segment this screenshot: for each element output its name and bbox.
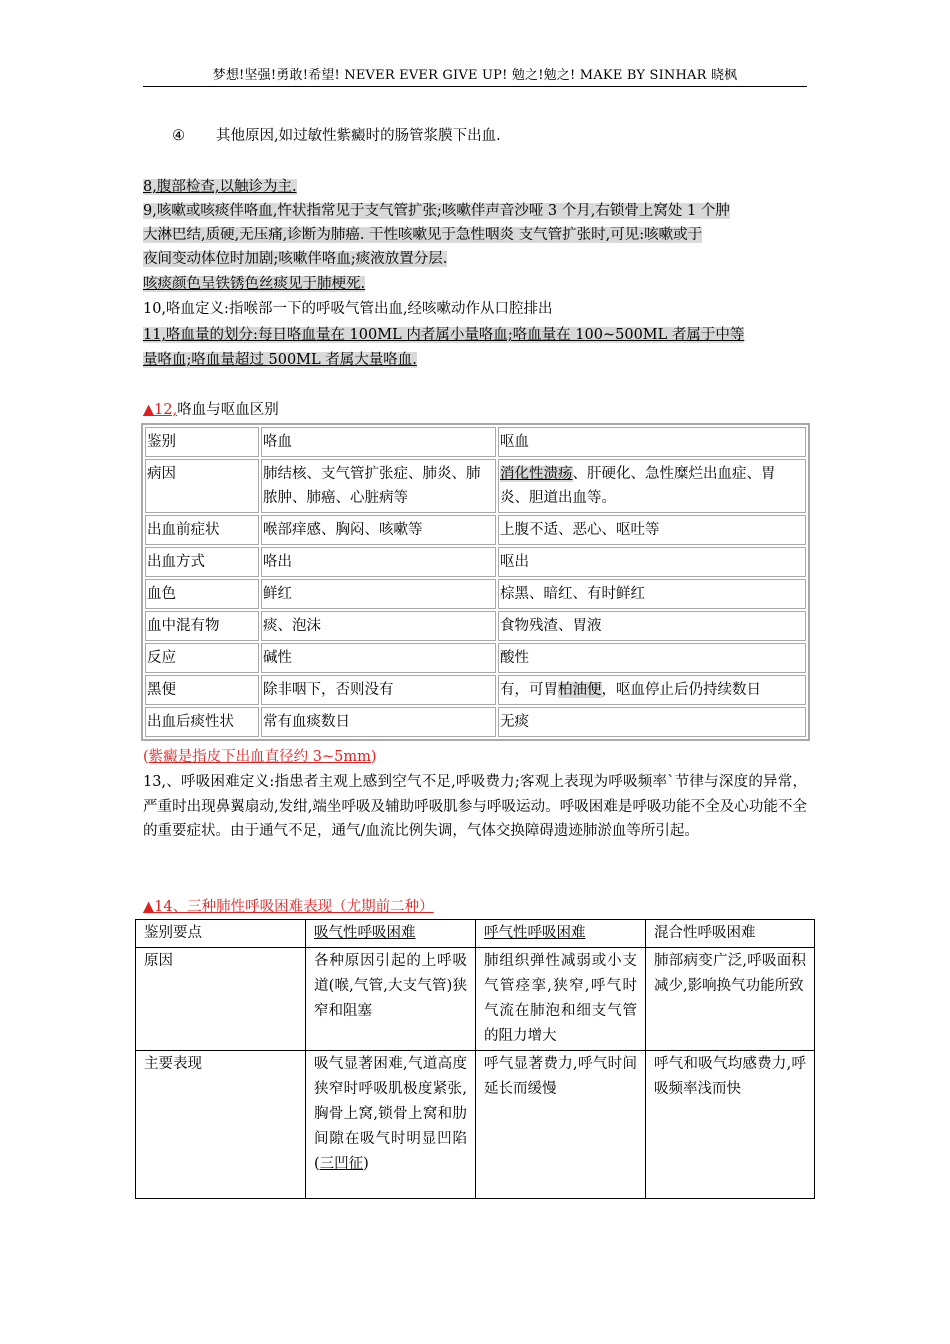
table-cell (476, 920, 646, 948)
section-14-title (143, 895, 807, 919)
triangle-marker: ▲12, (143, 402, 178, 418)
table-cell: 无痰 (498, 707, 806, 737)
highlighted-term: 柏油便 (558, 682, 602, 698)
table-cell: 病因 (145, 459, 259, 513)
dyspnea-types-table (135, 919, 815, 1199)
para-8 (143, 175, 807, 199)
table-cell (306, 1051, 476, 1199)
table-cell: 咯出 (261, 547, 496, 577)
table-cell: 酸性 (498, 643, 806, 673)
table-cell: 出血前症状 (145, 515, 259, 545)
para-11-line-1 (143, 323, 807, 347)
table-row (145, 643, 806, 673)
hemoptysis-vs-hematemesis-table (141, 423, 810, 741)
table-cell: 碱性 (261, 643, 496, 673)
table-row (145, 675, 806, 705)
para-9-text: 咳痰颜色呈铁锈色丝痰见于肺梗死. (143, 276, 366, 292)
table-header-row (145, 427, 806, 457)
para-9-text: 9,咳嗽或咳痰伴咯血,忤状指常见于支气管扩张;咳嗽伴声音沙哑 3 个月,右锁骨上窝处 1 个肿 (143, 203, 730, 219)
para-11-text: 量咯血;咯血量超过 500ML 者属大量咯血. (143, 352, 417, 368)
table-cell: 呕血 (498, 427, 806, 457)
note-paren: ( (143, 749, 149, 765)
table-cell (498, 459, 806, 513)
table-row (145, 515, 806, 545)
header-text: 呼气性呼吸困难 (484, 925, 586, 941)
table-cell: 食物残渣、胃液 (498, 611, 806, 641)
table-cell (306, 920, 476, 948)
cell-text: 有，可胃 (500, 682, 558, 698)
table-row (145, 707, 806, 737)
para-9-text: 大淋巴结,质硬,无压痛,诊断为肺癌. 干性咳嗽见于急性咽炎 支气管扩张时,可见:咳嗽或于 (143, 227, 703, 243)
para-13: 13,、呼吸困难定义:指患者主观上感到空气不足,呼吸费力;客观上表现为呼吸频率`节律与深度的异常，严重时出现鼻翼扇动,发绀,端坐呼吸及辅助呼吸肌参与呼吸运动。呼吸困难是呼吸功能不全及心功能不全的重要症状。由于通气不足，通气/血流比例失调，气体交换障碍遗迹肺淤血等所引起。 (143, 774, 807, 839)
underlined-term: 三凹征 (319, 1156, 364, 1172)
para-11-text: 11,咯血量的划分:每日咯血量在 100ML 内者属小量咯血;咯血量在 100~500ML 者属于中等 (143, 327, 745, 343)
cell-text: ) (363, 1156, 369, 1172)
purpura-note (143, 745, 807, 769)
table-cell: 肺组织弹性减弱或小支气管痉挛,狭窄,呼气时气流在肺泡和细支气管的阻力增大 (476, 948, 646, 1051)
table-row (145, 547, 806, 577)
table-cell: 呼气显著费力,呼气时间延长而缓慢 (476, 1051, 646, 1199)
table-cell: 血色 (145, 579, 259, 609)
table-row (145, 579, 806, 609)
table-row (136, 948, 815, 1051)
table-header-row (136, 920, 815, 948)
para-9-line-1 (143, 199, 807, 223)
note-paren: ) (370, 749, 377, 765)
table-cell: 出血后痰性状 (145, 707, 259, 737)
note-text: 紫癜是指皮下出血直径约 3~5mm (148, 749, 371, 765)
table-cell: 喉部痒感、胸闷、咳嗽等 (261, 515, 496, 545)
cell-text: 、肝硬化、急性糜烂出血症、胃炎、胆道出血等。 (500, 466, 776, 506)
table-cell: 血中混有物 (145, 611, 259, 641)
table-cell: 棕黑、暗红、有时鲜红 (498, 579, 806, 609)
table-cell: 鉴别要点 (136, 920, 306, 948)
cell-text: 吸气显著困难,气道高度狭窄时呼吸肌极度紧张,胸骨上窝,锁骨上窝和肋间隙在吸气时明显凹陷( (314, 1056, 467, 1172)
table-cell: 黑便 (145, 675, 259, 705)
table-cell: 常有血痰数日 (261, 707, 496, 737)
page-header: 梦想!坚强!勇敢!希望! NEVER EVER GIVE UP! 勉之!勉之! MAKE BY SINHAR 晓枫 (143, 64, 807, 87)
circled-4-marker: ④ (172, 128, 185, 144)
table-cell: 鲜红 (261, 579, 496, 609)
para-10: 10,咯血定义:指喉部一下的呼吸气管出血,经咳嗽动作从口腔排出 (143, 301, 553, 317)
table-cell: 反应 (145, 643, 259, 673)
table-cell: 出血方式 (145, 547, 259, 577)
table-cell: 咯血 (261, 427, 496, 457)
table-cell: 除非咽下，否则没有 (261, 675, 496, 705)
para-8-text: 8,腹部检查,以触诊为主. (143, 179, 297, 195)
table-cell: 原因 (136, 948, 306, 1051)
table-cell: 呕出 (498, 547, 806, 577)
table-cell: 呼气和吸气均感费力,呼吸频率浅而快 (646, 1051, 815, 1199)
table-cell: 混合性呼吸困难 (646, 920, 815, 948)
section-12-title (143, 398, 807, 422)
para-9-text: 夜间变动体位时加剧;咳嗽伴咯血;痰液放置分层. (143, 251, 448, 267)
table-cell: 肺部病变广泛,呼吸面积减少,影响换气功能所致 (646, 948, 815, 1051)
table-cell (498, 675, 806, 705)
cell-text: ，呕血停止后仍持续数日 (601, 682, 761, 698)
section-14-text: ▲14、三种肺性呼吸困难表现（尤期前二种） (143, 899, 434, 915)
table-cell: 上腹不适、恶心、呕吐等 (498, 515, 806, 545)
table-cell: 各种原因引起的上呼吸道(喉,气管,大支气管)狭窄和阻塞 (306, 948, 476, 1051)
table-row (145, 459, 806, 513)
section-12-text: 咯血与呕血区别 (177, 402, 279, 418)
table-cell: 鉴别 (145, 427, 259, 457)
item-4-text: 其他原因,如过敏性紫癜时的肠管浆膜下出血. (216, 128, 501, 144)
table-cell: 痰、泡沫 (261, 611, 496, 641)
para-9-line-3 (143, 247, 807, 271)
header-text: 吸气性呼吸困难 (314, 925, 416, 941)
para-9-line-2 (143, 223, 807, 247)
table-row (145, 611, 806, 641)
item-4 (143, 124, 807, 148)
table-row (136, 1051, 815, 1199)
table-cell: 肺结核、支气管扩张症、肺炎、肺脓肿、肺癌、心脏病等 (261, 459, 496, 513)
highlighted-term: 消化性溃疡 (500, 466, 573, 482)
table-cell: 主要表现 (136, 1051, 306, 1199)
para-11-line-2 (143, 348, 807, 372)
para-9-line-4 (143, 272, 807, 296)
